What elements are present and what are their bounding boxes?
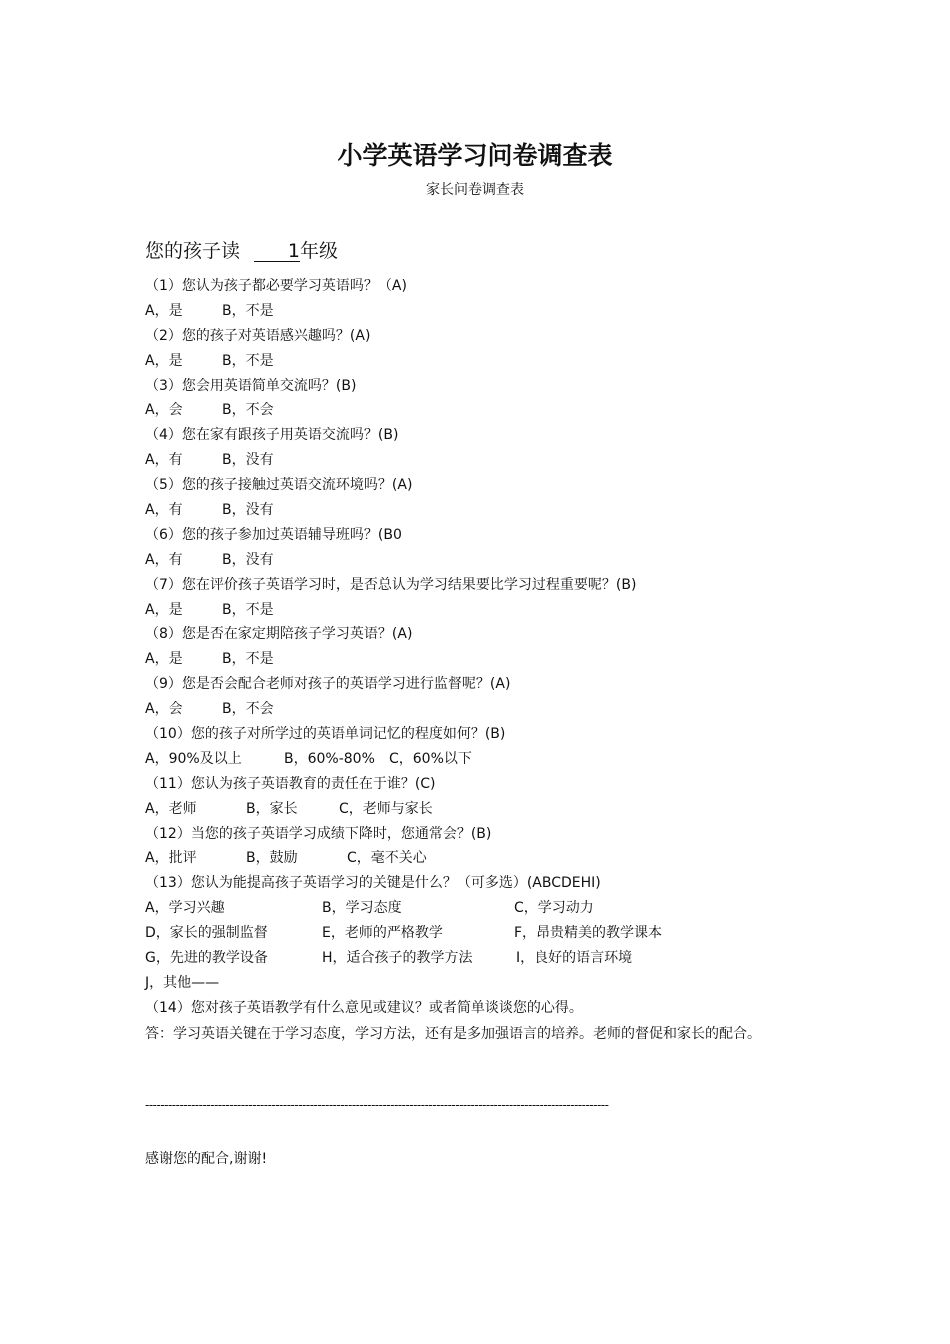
answer-14: 答：学习英语关键在于学习态度，学习方法，还有是多加强语言的培养。老师的督促和家长的配合。 (145, 1026, 761, 1042)
option: G，先进的教学设备 (145, 950, 268, 967)
thanks-text: 感谢您的配合,谢谢! (145, 1151, 268, 1167)
options-13-row-1 (145, 896, 825, 921)
option: C，学习动力 (514, 900, 594, 917)
question-5: （5）您的孩子接触过英语交流环境吗？(A) (145, 477, 413, 494)
option: A，会 (145, 402, 183, 419)
options-13-row-2 (145, 921, 825, 946)
question-11: （11）您认为孩子英语教育的责任在于谁？(C) (145, 775, 436, 792)
question-1: （1）您认为孩子都必要学习英语吗？（A) (145, 278, 407, 294)
option: C，老师与家长 (339, 800, 433, 817)
option: A，学习兴趣 (145, 900, 225, 917)
option: A，是 (145, 352, 183, 369)
option: B，不会 (222, 402, 274, 419)
option: A，是 (145, 601, 183, 618)
options-4 (145, 448, 825, 473)
option: B，不是 (222, 601, 274, 618)
question-14: （14）您对孩子英语教学有什么意见或建议？或者简单谈谈您的心得。 (145, 999, 583, 1016)
option: C，60%以下 (389, 750, 472, 767)
options-7 (145, 598, 825, 623)
questionnaire (145, 274, 825, 1021)
option: B，鼓励 (246, 850, 298, 867)
options-13-other: J，其他—— (145, 974, 220, 991)
grade-line (145, 236, 338, 263)
question-9: （9）您是否会配合老师对孩子的英语学习进行监督呢？(A) (145, 676, 511, 693)
option: B，没有 (222, 551, 274, 568)
option: A，有 (145, 551, 183, 568)
options-9 (145, 697, 825, 722)
question-4: （4）您在家有跟孩子用英语交流吗？(B) (145, 427, 399, 444)
options-2 (145, 349, 825, 374)
grade-value: 1 (254, 241, 300, 262)
options-10 (145, 747, 825, 772)
option: A，90%及以上 (145, 750, 242, 767)
question-2: （2）您的孩子对英语感兴趣吗？(A) (145, 327, 371, 344)
option: B，家长 (246, 800, 298, 817)
option: A，批评 (145, 850, 197, 867)
document-subtitle: 家长问卷调查表 (426, 182, 524, 198)
options-11 (145, 797, 825, 822)
question-10: （10）您的孩子对所学过的英语单词记忆的程度如何？(B) (145, 726, 506, 743)
option: A，是 (145, 651, 183, 668)
option: A，有 (145, 452, 183, 469)
question-12: （12）当您的孩子英语学习成绩下降时，您通常会？(B) (145, 825, 492, 842)
option: I，良好的语言环境 (516, 950, 633, 967)
options-8 (145, 647, 825, 672)
question-3: （3）您会用英语简单交流吗？(B) (145, 377, 357, 394)
divider-line: ------------------------------------------------------------------------------------------------------------------------- (145, 1098, 609, 1112)
question-6: （6）您的孩子参加过英语辅导班吗？(B0 (145, 526, 402, 543)
option: B，不是 (222, 651, 274, 668)
grade-prefix: 您的孩子读 (145, 240, 241, 262)
option: A，有 (145, 502, 183, 519)
option: C，毫不关心 (347, 850, 427, 867)
option: B，不是 (222, 302, 274, 319)
option: H，适合孩子的教学方法 (322, 950, 473, 967)
question-13: （13）您认为能提高孩子英语学习的关键是什么？（可多选）(ABCDEHI) (145, 875, 601, 892)
option: A，是 (145, 302, 183, 319)
question-8: （8）您是否在家定期陪孩子学习英语？(A) (145, 626, 413, 643)
option: D，家长的强制监督 (145, 925, 268, 942)
document-title: 小学英语学习问卷调查表 (337, 141, 613, 170)
options-6 (145, 548, 825, 573)
option: A，会 (145, 701, 183, 718)
option: E，老师的严格教学 (322, 925, 443, 942)
option: B，不会 (222, 701, 274, 718)
options-12 (145, 846, 825, 871)
options-5 (145, 498, 825, 523)
options-1 (145, 299, 825, 324)
option: A，老师 (145, 800, 197, 817)
option: B，不是 (222, 352, 274, 369)
option: F，昂贵精美的教学课本 (514, 925, 663, 942)
option: B，没有 (222, 502, 274, 519)
options-13-row-3 (145, 946, 825, 971)
options-3 (145, 398, 825, 423)
option: B，学习态度 (322, 900, 402, 917)
option: B，60%-80% (284, 750, 375, 767)
option: B，没有 (222, 452, 274, 469)
grade-suffix: 年级 (300, 240, 339, 262)
question-7: （7）您在评价孩子英语学习时，是否总认为学习结果要比学习过程重要呢？(B) (145, 576, 637, 593)
